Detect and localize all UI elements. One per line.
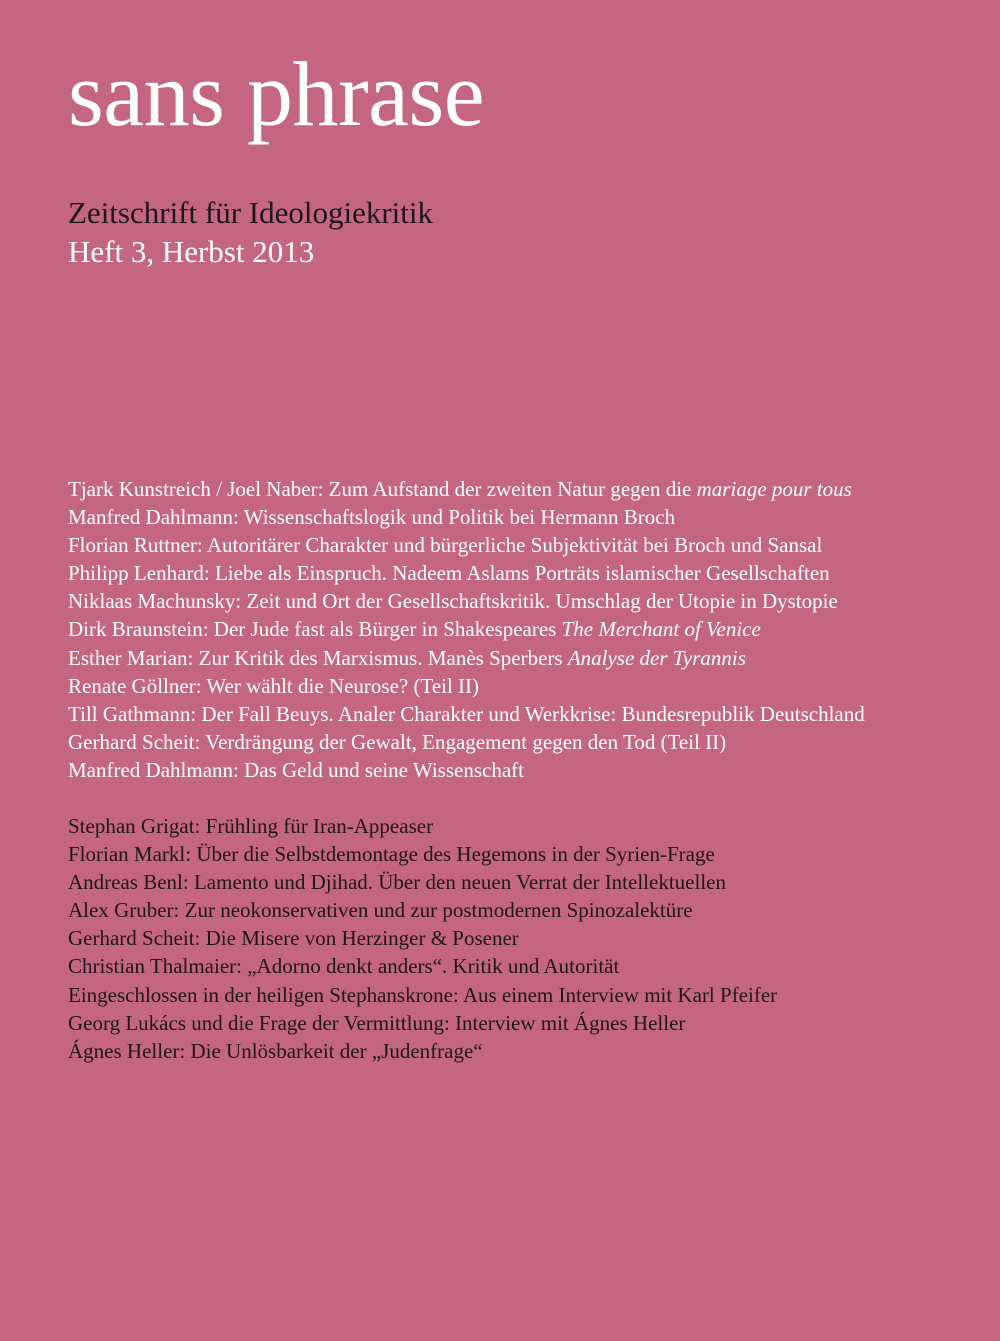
contents-entry-italic: The Merchant of Venice bbox=[561, 617, 761, 642]
contents-entry-text: Manfred Dahlmann: Wissenschaftslogik und Politik bei Hermann Broch bbox=[68, 505, 676, 530]
contents-entry-text: Renate Göllner: Wer wählt die Neurose? (Teil II) bbox=[68, 673, 480, 698]
contents-entry-text: Florian Ruttner: Autoritärer Charakter und bürgerliche Subjektivität bei Broch und Sansal bbox=[68, 533, 823, 558]
list-item bbox=[68, 672, 865, 700]
contents-entry-text: Dirk Braunstein: Der Jude fast als Bürger in Shakespeares bbox=[68, 617, 562, 642]
list-item bbox=[68, 615, 865, 643]
contents-entry-italic: Analyse der Tyrannis bbox=[567, 645, 746, 670]
list-item: Gerhard Scheit: Die Misere von Herzinger & Posener bbox=[68, 926, 519, 951]
contents-entry-text: Esther Marian: Zur Kritik des Marxismus. Manès Sperbers bbox=[68, 645, 568, 670]
list-item: Alex Gruber: Zur neokonservativen und zur postmodernen Spinozalektüre bbox=[68, 898, 693, 923]
contents-entry-text: Manfred Dahlmann: Das Geld und seine Wissenschaft bbox=[68, 757, 524, 782]
journal-title: sans phrase bbox=[68, 43, 485, 145]
contents-entry-text: Niklaas Machunsky: Zeit und Ort der Gesellschaftskritik. Umschlag der Utopie in Dystopie bbox=[68, 589, 838, 614]
contents-entry-italic: mariage pour tous bbox=[696, 477, 852, 501]
journal-subtitle: Zeitschrift für Ideologiekritik bbox=[68, 195, 433, 230]
list-item bbox=[68, 756, 865, 784]
list-item: Eingeschlossen in der heiligen Stephanskrone: Aus einem Interview mit Karl Pfeifer bbox=[68, 982, 778, 1007]
list-item bbox=[68, 503, 865, 531]
list-item: Georg Lukács und die Frage der Vermittlung: Interview mit Ágnes Heller bbox=[68, 1010, 686, 1035]
list-item bbox=[68, 531, 865, 559]
issue-label: Heft 3, Herbst 2013 bbox=[68, 234, 315, 269]
list-item bbox=[68, 728, 865, 756]
contents-entry-text: Gerhard Scheit: Verdrängung der Gewalt, Engagement gegen den Tod (Teil II) bbox=[68, 729, 727, 754]
list-item: Florian Markl: Über die Selbstdemontage des Hegemons in der Syrien-Frage bbox=[68, 842, 715, 867]
contents-entry-text: Philipp Lenhard: Liebe als Einspruch. Nadeem Aslams Porträts islamischer Gesellschaften bbox=[68, 561, 830, 586]
list-item bbox=[68, 644, 865, 672]
list-item: Christian Thalmaier: „Adorno denkt anders“. Kritik und Autorität bbox=[68, 954, 620, 979]
list-item bbox=[68, 559, 865, 587]
contents-secondary-list bbox=[68, 812, 777, 1065]
contents-entry-text: Till Gathmann: Der Fall Beuys. Analer Charakter und Werkkrise: Bundesrepublik Deutschland bbox=[68, 701, 865, 726]
list-item bbox=[68, 700, 865, 728]
list-item bbox=[68, 587, 865, 615]
contents-main-list bbox=[68, 475, 865, 784]
contents-entry-text: Tjark Kunstreich / Joel Naber: Zum Aufstand der zweiten Natur gegen die bbox=[68, 477, 697, 501]
list-item: Stephan Grigat: Frühling für Iran-Appeaser bbox=[68, 814, 434, 838]
list-item: Andreas Benl: Lamento und Djihad. Über den neuen Verrat der Intellektuellen bbox=[68, 870, 726, 895]
list-item: Ágnes Heller: Die Unlösbarkeit der „Judenfrage“ bbox=[68, 1038, 483, 1063]
list-item bbox=[68, 475, 865, 503]
